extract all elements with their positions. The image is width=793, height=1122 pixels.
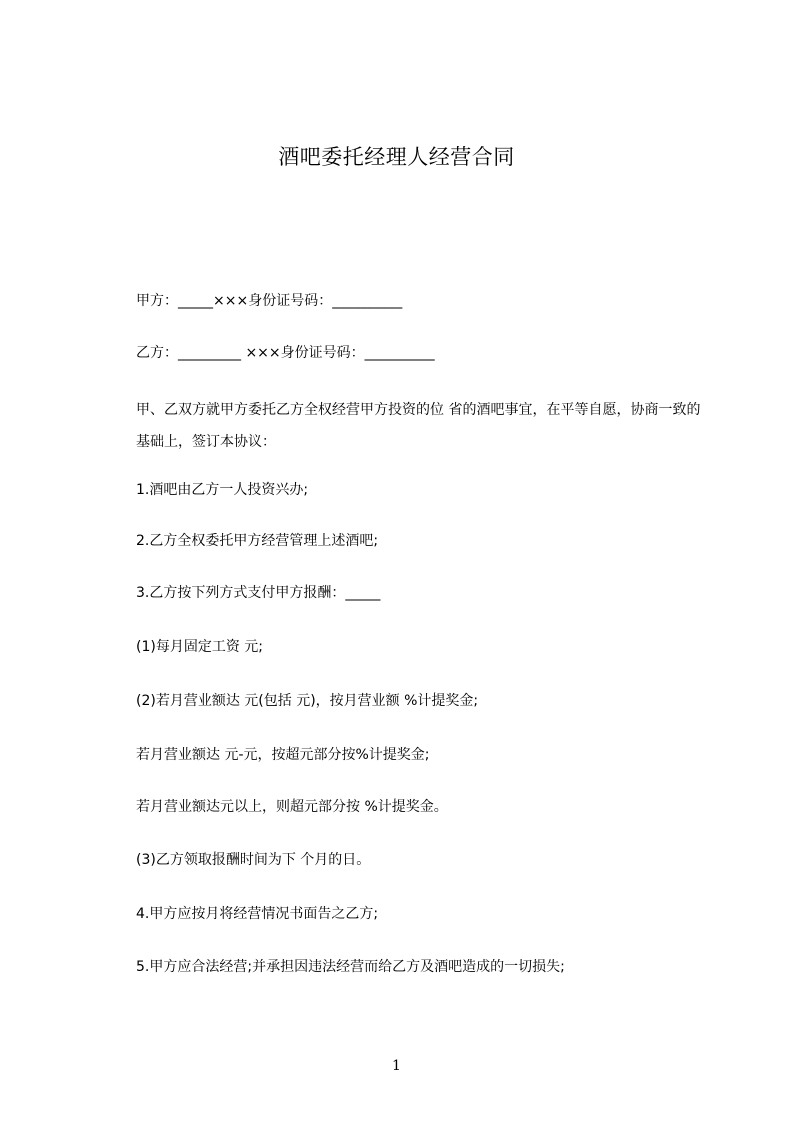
clause-3-item-3: (3)乙方领取报酬时间为下 个月的日。 <box>136 852 371 868</box>
clause-3-item-2: (2)若月营业额达 元(包括 元)，按月营业额 %计提奖金; <box>136 693 479 709</box>
party-a-line: 甲方：_____×××身份证号码：__________ <box>136 293 403 309</box>
clause-3-item-1: (1)每月固定工资 元; <box>136 639 263 655</box>
document-title: 酒吧委托经理人经营合同 <box>278 145 515 169</box>
clause-1: 1.酒吧由乙方一人投资兴办; <box>136 482 309 498</box>
clause-2: 2.乙方全权委托甲方经营管理上述酒吧; <box>136 533 379 549</box>
clause-3: 3.乙方按下列方式支付甲方报酬：_____ <box>136 585 381 601</box>
clause-3-item-2-tier-2: 若月营业额达 元-元，按超元部分按%计提奖金; <box>136 747 430 763</box>
clause-3-item-2-tier-3: 若月营业额达元以上，则超元部分按 %计提奖金。 <box>136 799 448 815</box>
party-b-line: 乙方：_________ ×××身份证号码：__________ <box>136 345 435 361</box>
preamble-paragraph: 甲、乙双方就甲方委托乙方全权经营甲方投资的位 省的酒吧事宜，在平等自愿，协商一致的基础上，签订本协议： <box>136 402 701 450</box>
clause-5: 5.甲方应合法经营;并承担因违法经营而给乙方及酒吧造成的一切损失; <box>136 959 565 975</box>
clause-4: 4.甲方应按月将经营情况书面告之乙方; <box>136 906 379 922</box>
page-number: 1 <box>392 1058 401 1074</box>
